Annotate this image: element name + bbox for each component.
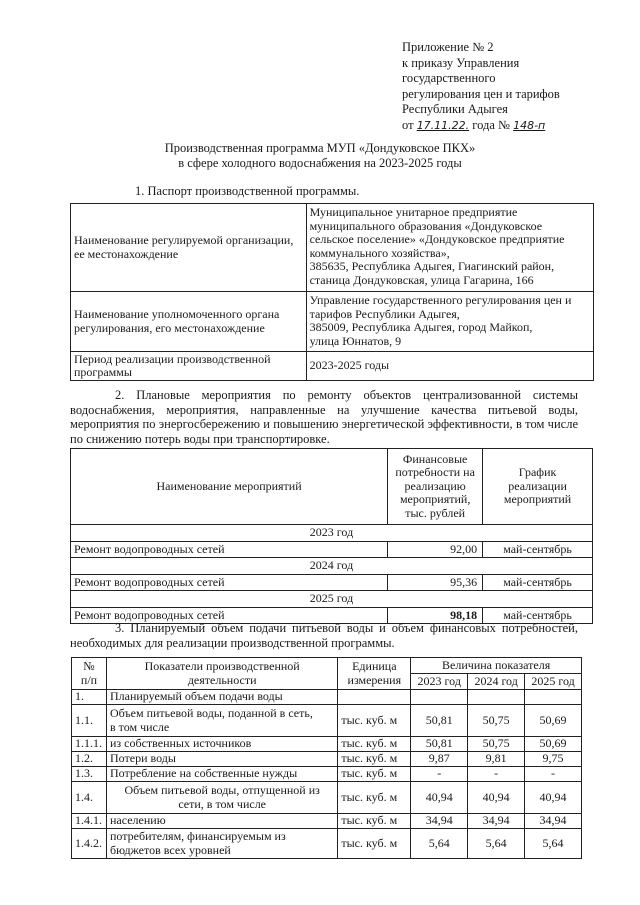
row-value — [411, 690, 468, 705]
row-value: 50,75 — [468, 737, 525, 752]
appendix-line: к приказу Управления — [402, 55, 520, 70]
passport-table — [70, 203, 594, 381]
header-year: 2024 год — [468, 674, 525, 690]
row-indicator — [106, 814, 337, 829]
row-unit: тыс. куб. м — [338, 829, 411, 859]
row-unit: тыс. куб. м — [338, 767, 411, 782]
measure-amount: 92,00 — [388, 542, 483, 558]
appendix-date-line — [402, 118, 632, 134]
table-row — [72, 752, 582, 767]
indicator-line: Потребление на собственные нужды — [109, 766, 298, 781]
date-prefix: от — [402, 117, 414, 132]
header-value-group: Величина показателя — [411, 658, 582, 674]
header-num — [72, 658, 107, 690]
row-num: 1.3. — [72, 767, 107, 782]
indicator-line: населению — [109, 813, 166, 828]
row-indicator — [106, 752, 337, 767]
year-row — [71, 591, 593, 608]
header-line: реализацию — [404, 478, 466, 493]
appendix-block — [402, 40, 632, 133]
row-value: - — [411, 767, 468, 782]
value-line: улица Юннатов, 9 — [309, 333, 402, 348]
year-row — [71, 558, 593, 575]
row-value: 34,94 — [525, 814, 582, 829]
handwritten-date: 17.11.22. — [416, 118, 470, 132]
value-line: станица Дондуковская, улица Гагарина, 166 — [309, 272, 534, 287]
header-line: № — [83, 659, 95, 673]
appendix-line: государственного — [402, 71, 496, 85]
indicator-line: Планируемый объем подачи воды — [109, 689, 283, 704]
appendix-line: регулирования цен и тарифов — [402, 86, 560, 101]
table-row — [72, 737, 582, 752]
year-label: 2024 год — [71, 558, 593, 575]
row-unit: тыс. куб. м — [338, 737, 411, 752]
table-row — [71, 292, 594, 352]
table-row — [72, 814, 582, 829]
indicator-line: из собственных источников — [109, 736, 252, 751]
table-row — [72, 690, 582, 705]
year-label: года № — [472, 117, 510, 132]
header-line: мероприятий, — [399, 492, 471, 507]
header-measures-name: Наименование мероприятий — [71, 449, 388, 525]
row-value: - — [468, 767, 525, 782]
indicator-line: в том числе — [109, 719, 170, 734]
row-value: 5,64 — [468, 829, 525, 859]
row-unit: тыс. куб. м — [338, 814, 411, 829]
row-unit — [338, 690, 411, 705]
row-indicator — [106, 767, 337, 782]
header-line: реализации — [508, 478, 567, 493]
row-value: 50,75 — [468, 705, 525, 737]
measure-name: Ремонт водопроводных сетей — [71, 542, 388, 558]
row-unit: тыс. куб. м — [338, 705, 411, 737]
header-line: п/п — [80, 672, 98, 687]
passport-value — [306, 352, 593, 381]
row-value: 9,87 — [411, 752, 468, 767]
row-indicator — [106, 829, 337, 859]
row-indicator — [106, 690, 337, 705]
row-value: 5,64 — [525, 829, 582, 859]
passport-value — [306, 204, 593, 292]
row-num: 1.1. — [72, 705, 107, 737]
header-line: График — [518, 465, 557, 480]
value-line: муниципального образования «Дондуковское — [309, 218, 543, 233]
indicator-line: Потери воды — [109, 751, 176, 766]
row-num: 1.1.1. — [72, 737, 107, 752]
row-unit: тыс. куб. м — [338, 752, 411, 767]
measure-name: Ремонт водопроводных сетей — [71, 575, 388, 591]
value-line: сельское поселение» «Дондуковское предприятие — [309, 232, 565, 246]
passport-label: Период реализации производственной программы — [71, 352, 307, 381]
table-row — [71, 352, 594, 381]
row-value: 9,75 — [525, 752, 582, 767]
title-line-2: в сфере холодного водоснабжения на 2023-2025 годы — [178, 156, 462, 170]
row-num: 1. — [72, 690, 107, 705]
row-value: 50,81 — [411, 705, 468, 737]
title-line-1: Производственная программа МУП «Дондуковское ПКХ» — [164, 141, 476, 155]
row-value: 50,69 — [525, 737, 582, 752]
header-line: деятельности — [187, 672, 257, 687]
row-indicator — [106, 705, 337, 737]
table-row — [72, 829, 582, 859]
row-value — [468, 690, 525, 705]
value-line: коммунального хозяйства», — [309, 245, 450, 260]
passport-label: Наименование регулируемой организации, ее местонахождение — [71, 204, 307, 292]
table-row — [72, 782, 582, 814]
section1-heading: 1. Паспорт производственной программы. — [135, 184, 360, 198]
row-value: 40,94 — [525, 782, 582, 814]
row-value: - — [525, 767, 582, 782]
header-line: Показатели производственной — [144, 659, 300, 673]
table-row — [71, 575, 593, 591]
row-value: 50,69 — [525, 705, 582, 737]
value-line: тарифов Республики Адыгея, — [309, 306, 460, 321]
header-line: измерения — [347, 672, 402, 687]
row-num: 1.4.1. — [72, 814, 107, 829]
table-row — [71, 542, 593, 558]
header-unit — [338, 658, 411, 690]
header-schedule — [483, 449, 593, 525]
row-unit: тыс. куб. м — [338, 782, 411, 814]
year-row — [71, 525, 593, 542]
passport-label: Наименование уполномоченного органа регулирования, его местонахождение — [71, 292, 307, 352]
appendix-line: Республики Адыгея — [402, 102, 508, 116]
header-year: 2025 год — [525, 674, 582, 690]
appendix-line: Приложение № 2 — [402, 40, 494, 54]
handwritten-number: 148-п — [513, 118, 546, 132]
header-line: Финансовые — [402, 451, 468, 466]
indicator-line: Объем питьевой воды, поданной в сеть, — [109, 706, 313, 720]
row-value: 9,81 — [468, 752, 525, 767]
row-value — [525, 690, 582, 705]
row-num: 1.4. — [72, 782, 107, 814]
table-header-row — [72, 658, 582, 674]
table-row — [72, 705, 582, 737]
header-year: 2023 год — [411, 674, 468, 690]
section3-intro: 3. Планируемый объем подачи питьевой воды и объем финансовых потребностей, необходимых для реализации производственной программы. — [70, 621, 578, 650]
header-finance — [388, 449, 483, 525]
document-title — [0, 141, 640, 171]
indicator-line: Объем питьевой воды, отпущенной из — [124, 783, 320, 797]
year-label: 2023 год — [71, 525, 593, 542]
row-value: 50,81 — [411, 737, 468, 752]
measure-period: май-сентябрь — [483, 575, 593, 591]
measure-amount: 98,18 — [388, 608, 483, 624]
header-indicator — [106, 658, 337, 690]
row-value: 34,94 — [468, 814, 525, 829]
row-num: 1.4.2. — [72, 829, 107, 859]
row-value: 34,94 — [411, 814, 468, 829]
row-value: 40,94 — [468, 782, 525, 814]
measure-name: Ремонт водопроводных сетей — [71, 608, 388, 624]
header-line: мероприятий — [503, 492, 572, 507]
table-row — [72, 767, 582, 782]
header-line: потребности на — [395, 465, 475, 480]
indicator-line: потребителям, финансируемым из — [109, 829, 286, 843]
measure-amount: 95,36 — [388, 575, 483, 591]
value-line: Муниципальное унитарное предприятие — [309, 205, 518, 219]
value-line: Управление государственного регулирования цен и — [309, 293, 572, 307]
section2-intro: 2. Плановые мероприятия по ремонту объектов централизованной системы водоснабжения, мероприятия, направленные на улучшение качества питьевой воды, мероприятия по энергосбережению и повышению энергетической эффективности, в том числе по снижению потерь воды при транспортировке. — [70, 388, 578, 446]
header-line: тыс. рублей — [405, 505, 466, 520]
indicator-line: бюджетов всех уровней — [109, 842, 231, 857]
row-value: 40,94 — [411, 782, 468, 814]
row-indicator — [106, 782, 337, 814]
measure-period: май-сентябрь — [483, 608, 593, 624]
row-value: 5,64 — [411, 829, 468, 859]
value-line: 385009, Республика Адыгея, город Майкоп, — [309, 320, 533, 334]
volume-table — [71, 657, 582, 859]
measures-table — [70, 448, 593, 624]
header-line: Единица — [352, 659, 397, 673]
indicator-line: сети, в том числе — [178, 796, 267, 811]
year-label: 2025 год — [71, 591, 593, 608]
measure-period: май-сентябрь — [483, 542, 593, 558]
value-line: 385635, Республика Адыгея, Гиагинский район, — [309, 259, 555, 273]
table-header-row — [71, 449, 593, 525]
row-indicator — [106, 737, 337, 752]
row-num: 1.2. — [72, 752, 107, 767]
passport-value — [306, 292, 593, 352]
value-line: 2023-2025 годы — [309, 358, 390, 373]
table-row — [71, 204, 594, 292]
